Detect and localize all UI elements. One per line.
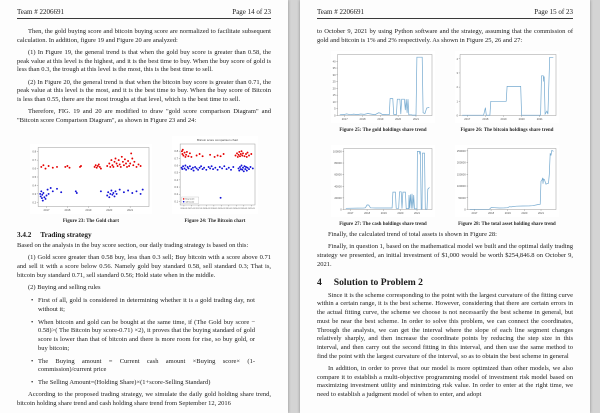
svg-text:2021: 2021 <box>127 208 134 212</box>
svg-text:0.2: 0.2 <box>32 200 37 204</box>
svg-text:60000: 60000 <box>334 174 342 178</box>
svg-text:2020: 2020 <box>106 208 113 212</box>
figure-28-caption: Figure 28: The total asset holding share trend <box>458 222 556 228</box>
svg-text:2017: 2017 <box>341 118 348 122</box>
svg-text:2018: 2018 <box>359 118 366 122</box>
figure-row-2 <box>317 145 573 227</box>
svg-text:2017-09: 2017-09 <box>195 207 203 210</box>
svg-text:2020: 2020 <box>521 212 528 216</box>
svg-text:1: 1 <box>456 100 459 104</box>
svg-text:250000: 250000 <box>456 150 466 154</box>
rule-item: • When bitcoin and gold can be bought at the same time, if (The Gold buy score − 0.58)>( The Bitcoin buy score-0.71) ×2), it proves that the buying standard of gold score is lower than that of bitcoin and there is more room for rise, so buy gold, or buy bitcoin; <box>31 319 255 353</box>
svg-text:2020: 2020 <box>395 118 402 122</box>
figure-23 <box>30 144 152 224</box>
figure-27 <box>331 145 435 227</box>
svg-text:2018-09: 2018-09 <box>210 207 218 210</box>
svg-text:2017: 2017 <box>347 212 354 216</box>
page-15 <box>300 0 590 413</box>
svg-text:2021-03: 2021-03 <box>247 207 255 210</box>
svg-text:0.6: 0.6 <box>174 164 179 168</box>
page-14 <box>0 0 288 413</box>
paragraph: Then, the gold buying score and bitcoin buying score are normalized to facilitate subsequent calculation. In addition, figure 19 and Figure 20 are analyzed: <box>17 28 271 44</box>
svg-text:0: 0 <box>334 114 336 118</box>
svg-text:2017: 2017 <box>464 118 471 122</box>
team-number: Team # 2206691 <box>317 8 364 16</box>
svg-text:2018: 2018 <box>488 212 495 216</box>
rule-item: • First of all, gold is considered in determining whether it is a gold trading day, not without it; <box>31 297 255 314</box>
svg-text:0: 0 <box>456 114 459 118</box>
section-heading-4 <box>317 277 573 288</box>
bitcoin-score-scatter-chart <box>172 136 258 214</box>
paragraph: Finally, in question 1, based on the mathematical model we built and the optimal daily trading strategy we presented, an initial investment of $1,000 would be worth $254,846.8 on October 9, 2021. <box>317 243 573 268</box>
figure-row-1 <box>317 51 573 133</box>
paragraph: According to the proposed trading strategy, we simulate the daily gold holding share trend, bitcoin holding share trend and cash holding share trend from September 12, 2016 <box>17 391 271 408</box>
svg-text:35: 35 <box>332 67 336 71</box>
svg-text:10: 10 <box>332 101 336 105</box>
svg-text:30: 30 <box>332 74 336 78</box>
svg-text:20: 20 <box>332 87 336 91</box>
svg-text:2018: 2018 <box>482 118 489 122</box>
svg-text:2019: 2019 <box>85 208 92 212</box>
gold-score-scatter-chart <box>30 144 152 214</box>
svg-text:200000: 200000 <box>456 161 466 165</box>
trading-rules-list <box>31 297 271 388</box>
svg-text:2016-09: 2016-09 <box>180 207 188 210</box>
svg-text:3: 3 <box>456 72 459 76</box>
svg-text:Bitcoin score comparison chart: Bitcoin score comparison chart <box>197 137 239 142</box>
svg-text:80000: 80000 <box>334 162 342 166</box>
svg-text:0.5: 0.5 <box>174 171 179 175</box>
figure-23-caption: Figure 23: The Gold chart <box>62 218 120 224</box>
page15-header <box>317 8 573 19</box>
page14-header <box>17 8 271 19</box>
svg-text:0.4: 0.4 <box>32 183 37 187</box>
svg-text:0.1: 0.1 <box>174 199 179 203</box>
page-number: Page 15 of 23 <box>534 8 573 16</box>
figure-27-caption: Figure 27: The cash holdings share trend <box>339 222 427 228</box>
svg-text:0: 0 <box>340 208 342 212</box>
page-number: Page 14 of 23 <box>232 8 271 16</box>
figure-25 <box>331 51 435 133</box>
svg-text:2019-03: 2019-03 <box>217 207 225 210</box>
rule-item: • The Buying amount = Current cash amount ×Buying score× (1- commission)/current price <box>31 358 255 375</box>
svg-text:2021: 2021 <box>414 212 421 216</box>
team-number: Team # 2206691 <box>17 8 64 16</box>
total-asset-line-chart <box>455 145 559 217</box>
svg-text:25: 25 <box>332 81 336 85</box>
svg-text:2019: 2019 <box>504 212 511 216</box>
svg-text:2021: 2021 <box>412 118 419 122</box>
section-title: Solution to Problem 2 <box>333 277 423 289</box>
svg-text:0.4: 0.4 <box>174 178 179 182</box>
svg-text:0.6: 0.6 <box>32 167 37 171</box>
svg-text:sell score: sell score <box>185 201 195 204</box>
svg-text:0.5: 0.5 <box>32 175 37 179</box>
section-title: Trading strategy <box>40 230 92 239</box>
svg-text:15: 15 <box>332 94 336 98</box>
paragraph: Based on the analysis in the buy score section, our daily trading strategy is based on this: <box>17 242 249 250</box>
gold-holdings-line-chart <box>331 51 435 123</box>
svg-text:0.3: 0.3 <box>174 185 179 189</box>
svg-text:0.8: 0.8 <box>32 150 37 154</box>
paragraph: (1) Gold score greater than 0.58 buy, less than 0.3 sell; Buy bitcoin with a score above 0.71 and sell it with a score below 0.56. Namely gold buy standard 0.58, sell standard 0.3; That is, bitcoin buy standard 0.71, sell standard 0.56; Hold state when in the middle. <box>17 254 271 279</box>
paragraph: (1) In Figure 19, the general trend is that when the gold buy score is greater than 0.58, the peak value at this level is the highest, and it is the best time to buy. When the buy score of gold is less than 0.3, the trough at this level is the most, this is the best time to sell. <box>17 48 271 74</box>
svg-text:0.7: 0.7 <box>32 158 37 162</box>
svg-text:2020: 2020 <box>397 212 404 216</box>
figure-26 <box>455 51 559 133</box>
svg-text:2021: 2021 <box>538 212 545 216</box>
svg-text:2020: 2020 <box>518 118 525 122</box>
section-number: 4 <box>317 277 322 289</box>
svg-text:2: 2 <box>456 86 459 90</box>
svg-text:50000: 50000 <box>458 197 466 201</box>
figure-28 <box>455 145 559 227</box>
svg-text:2018: 2018 <box>364 212 371 216</box>
svg-text:2018-03: 2018-03 <box>202 207 210 210</box>
figure-24-caption: Figure 24: The Bitcoin chart <box>184 218 246 224</box>
svg-text:2019: 2019 <box>500 118 507 122</box>
svg-text:2017: 2017 <box>471 212 478 216</box>
section-number: 3.4.2 <box>17 230 32 239</box>
paragraph: Therefore, FIG. 19 and 20 are modified to draw "gold score comparison Diagram" and "Bitcoin score Comparison Diagram", as shown in Figure 23 and 24: <box>17 108 271 124</box>
paragraph: Finally, the calculated trend of total assets is shown in Figure 28: <box>328 230 497 238</box>
svg-text:0.2: 0.2 <box>174 192 179 196</box>
figure-26-caption: Figure 26: The bitcoin holdings share trend <box>460 128 554 134</box>
svg-text:0: 0 <box>464 208 466 212</box>
svg-text:2020-03: 2020-03 <box>232 207 240 210</box>
svg-text:buy score: buy score <box>185 198 195 201</box>
svg-text:0.3: 0.3 <box>32 192 37 196</box>
cash-holdings-line-chart <box>331 145 435 217</box>
paragraph: (2) In Figure 20, the general trend is that when the bitcoin buy score is greater than 0.71, the peak value at this level is the most, and it is the best time to buy. When the buy score of Bitcoin is less than 0.55, there are the most troughs at that level, which is the best time to sell. <box>17 78 271 103</box>
figure-row-scatter <box>17 136 271 224</box>
svg-text:0.8: 0.8 <box>174 149 179 153</box>
svg-text:2020-09: 2020-09 <box>240 207 248 210</box>
svg-text:2019-09: 2019-09 <box>225 207 233 210</box>
section-heading-342 <box>17 231 271 239</box>
bitcoin-holdings-line-chart <box>455 51 559 123</box>
svg-text:2019: 2019 <box>380 212 387 216</box>
svg-text:100000: 100000 <box>456 185 466 189</box>
svg-text:2019: 2019 <box>377 118 384 122</box>
svg-text:0.7: 0.7 <box>174 156 179 160</box>
svg-text:100000: 100000 <box>332 150 342 154</box>
paragraph: Since it is the scheme corresponding to the point with the largest curvature of the fitting curve within a certain range, it is the best scheme. However, considering that there are certain errors in the actual fitting curve, the scheme we choose is not necessarily the best scheme in general, but must be near the best scheme. In order to solve this problem, we can connect the coordinates, Through the analysis, we can get the interval where the slope of each line segment changes relatively sharply, and then increase the coordinate points by reducing the step size in this interval, and then carry out the second fitting in this interval, and then use the same method to find the point with the largest curvature of the interval, so as to obtain the best scheme in general <box>317 291 573 360</box>
svg-text:4: 4 <box>456 58 459 62</box>
paragraph: (2) Buying and selling rules <box>28 283 101 291</box>
rule-item: • The Selling Amount=(Holding Share)×(1+score-Selling Standard) <box>31 379 255 388</box>
svg-text:40: 40 <box>332 60 336 64</box>
svg-text:40000: 40000 <box>334 185 342 189</box>
svg-text:5: 5 <box>334 108 336 112</box>
figure-25-caption: Figure 25: The gold holdings share trend <box>339 128 427 134</box>
svg-text:2017-03: 2017-03 <box>187 207 195 210</box>
figure-24 <box>172 136 258 224</box>
paragraph: to October 9, 2021 by using Python software and the strategy, assuming that the commission of gold and bitcoin is 1% and 2% respectively. As shown in Figure 25, 26 and 27: <box>317 28 573 44</box>
svg-text:2017: 2017 <box>43 208 50 212</box>
svg-text:2018: 2018 <box>64 208 71 212</box>
svg-text:2021: 2021 <box>536 118 543 122</box>
svg-text:150000: 150000 <box>456 173 466 177</box>
svg-text:20000: 20000 <box>334 197 342 201</box>
paragraph: In addition, in order to prove that our model is more optimized than other models, we also compare it to establish a multi-objective programming model of investment risk model based on maximizing investment utility and minimizing risk value. In order to enter at the right time, we need to establish a judgment model of when to enter, and adopt <box>317 364 573 398</box>
